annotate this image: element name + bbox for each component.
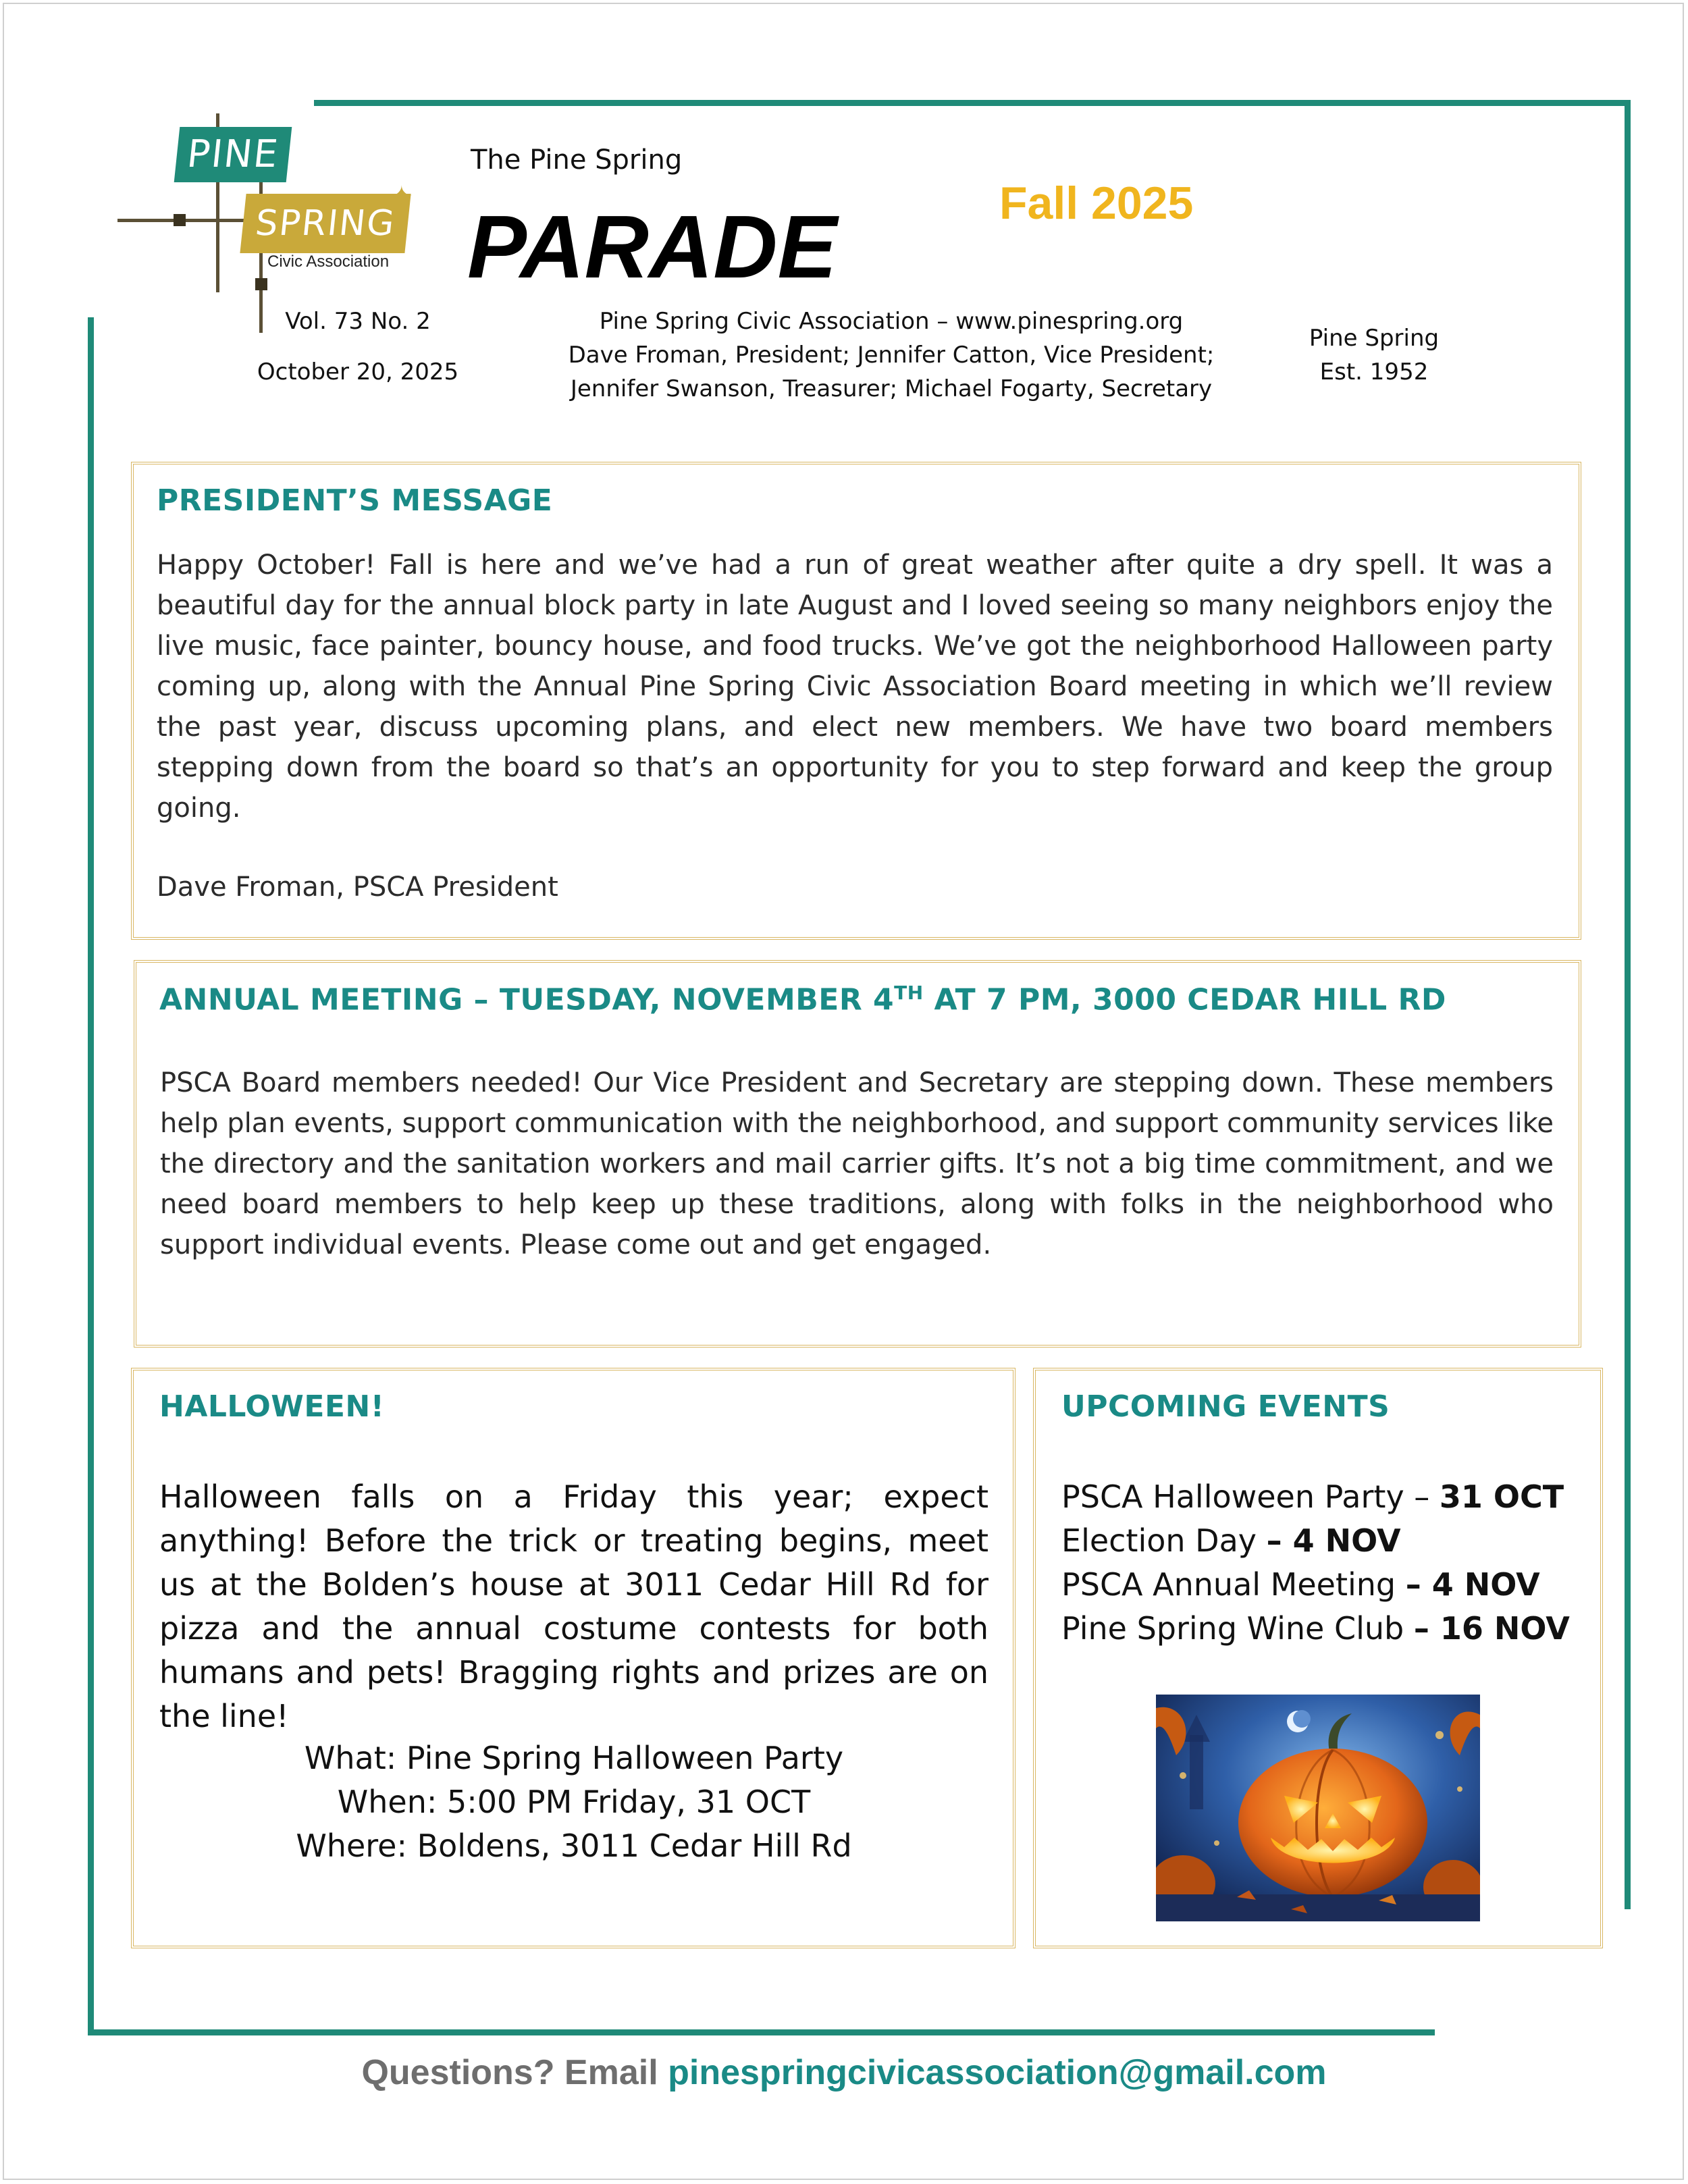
event-label: Election Day [1061, 1522, 1267, 1559]
event-item [1061, 1519, 1570, 1563]
halloween-details [159, 1736, 988, 1868]
season-label: Fall 2025 [999, 178, 1194, 229]
frame-top [314, 100, 1631, 106]
upcoming-events-heading: UPCOMING EVENTS [1061, 1389, 1390, 1424]
event-date: 31 OCT [1439, 1479, 1564, 1515]
president-message-heading: PRESIDENT’S MESSAGE [157, 483, 553, 518]
event-item [1061, 1563, 1570, 1607]
jack-o-lantern-image [1156, 1695, 1480, 1921]
footer-question: Questions? Email [361, 2053, 668, 2092]
jack-o-lantern-icon [1156, 1695, 1480, 1921]
annual-meeting-heading [159, 982, 1446, 1017]
pre-title: The Pine Spring [471, 144, 683, 176]
frame-right [1625, 100, 1631, 1909]
officers-line-2: Jennifer Swanson, Treasurer; Michael Fogarty, Secretary [570, 375, 1213, 402]
president-message-body: Happy October! Fall is here and we’ve had a run of great weather after quite a dry spell. It was a beautiful day for the annual block party in late August and I loved seeing so many neighbors enjoy the live music, face painter, bouncy house, and food trucks. We’ve got the neighborhood Halloween party coming up, along with the Annual Pine Spring Civic Association Board meeting in which we’ll review the past year, discuss upcoming plans, and elect new members. We have two board members stepping down from the board so that’s an opportunity for you to step forward and keep the group going. [157, 550, 1553, 824]
organization-line [547, 304, 1236, 406]
footer-email-link[interactable]: pinespringcivicassociation@gmail.com [668, 2053, 1327, 2092]
logo-square-1 [174, 214, 186, 226]
est-year: Est. 1952 [1319, 358, 1429, 385]
annual-heading-part-2: AT 7 PM, 3000 CEDAR HILL RD [923, 982, 1446, 1017]
halloween-where: Where: Boldens, 3011 Cedar Hill Rd [296, 1828, 852, 1864]
org-url-line: Pine Spring Civic Association – www.pinespring.org [599, 308, 1184, 335]
halloween-body: Halloween falls on a Friday this year; expect anything! Before the trick or treating begins, meet us at the Bolden’s house at 3011 Cedar Hill Rd for pizza and the annual costume contests for both humans and pets! Bragging rights and prizes are on the line! [159, 1479, 988, 1734]
annual-meeting-body: PSCA Board members needed! Our Vice President and Secretary are stepping down. These members help plan events, support communication with the neighborhood, and support community services like the directory and the sanitation workers and mail carrier gifts. It’s not a big time commitment, and we need board members to help keep up these traditions, along with folks in the neighborhood who support individual events. Please come out and get engaged. [160, 1067, 1554, 1260]
annual-heading-sup: TH [894, 982, 924, 1004]
footer-contact [0, 2052, 1688, 2093]
established-label [1269, 321, 1479, 389]
event-item [1061, 1607, 1570, 1651]
frame-left [88, 317, 94, 2035]
sparkle-icon: ✦ [390, 182, 413, 211]
frame-bottom [88, 2029, 1435, 2035]
est-place: Pine Spring [1309, 325, 1440, 352]
annual-heading-part-1: ANNUAL MEETING – TUESDAY, NOVEMBER 4 [159, 982, 895, 1017]
logo-subtitle: Civic Association [267, 252, 390, 271]
event-label: PSCA Annual Meeting [1061, 1566, 1406, 1603]
newsletter-title: PARADE [467, 197, 837, 296]
event-date: – 4 NOV [1405, 1566, 1540, 1603]
event-date: – 16 NOV [1413, 1610, 1570, 1647]
halloween-what: What: Pine Spring Halloween Party [304, 1740, 844, 1776]
events-list [1061, 1475, 1570, 1651]
issue-date: October 20, 2025 [257, 358, 459, 385]
halloween-heading: HALLOWEEN! [159, 1389, 385, 1424]
officers-line-1: Dave Froman, President; Jennifer Catton, Vice President; [568, 342, 1215, 369]
event-date: – 4 NOV [1266, 1522, 1401, 1559]
event-label: Pine Spring Wine Club [1061, 1610, 1414, 1647]
logo-spring-badge: SPRING [240, 194, 411, 253]
logo-pine-badge: PINE [174, 127, 292, 182]
volume-number: Vol. 73 No. 2 [285, 308, 431, 335]
logo-square-2 [255, 278, 267, 290]
president-signature: Dave Froman, PSCA President [157, 872, 558, 903]
event-item [1061, 1475, 1570, 1519]
event-label: PSCA Halloween Party – [1061, 1479, 1440, 1515]
halloween-when: When: 5:00 PM Friday, 31 OCT [337, 1784, 811, 1820]
